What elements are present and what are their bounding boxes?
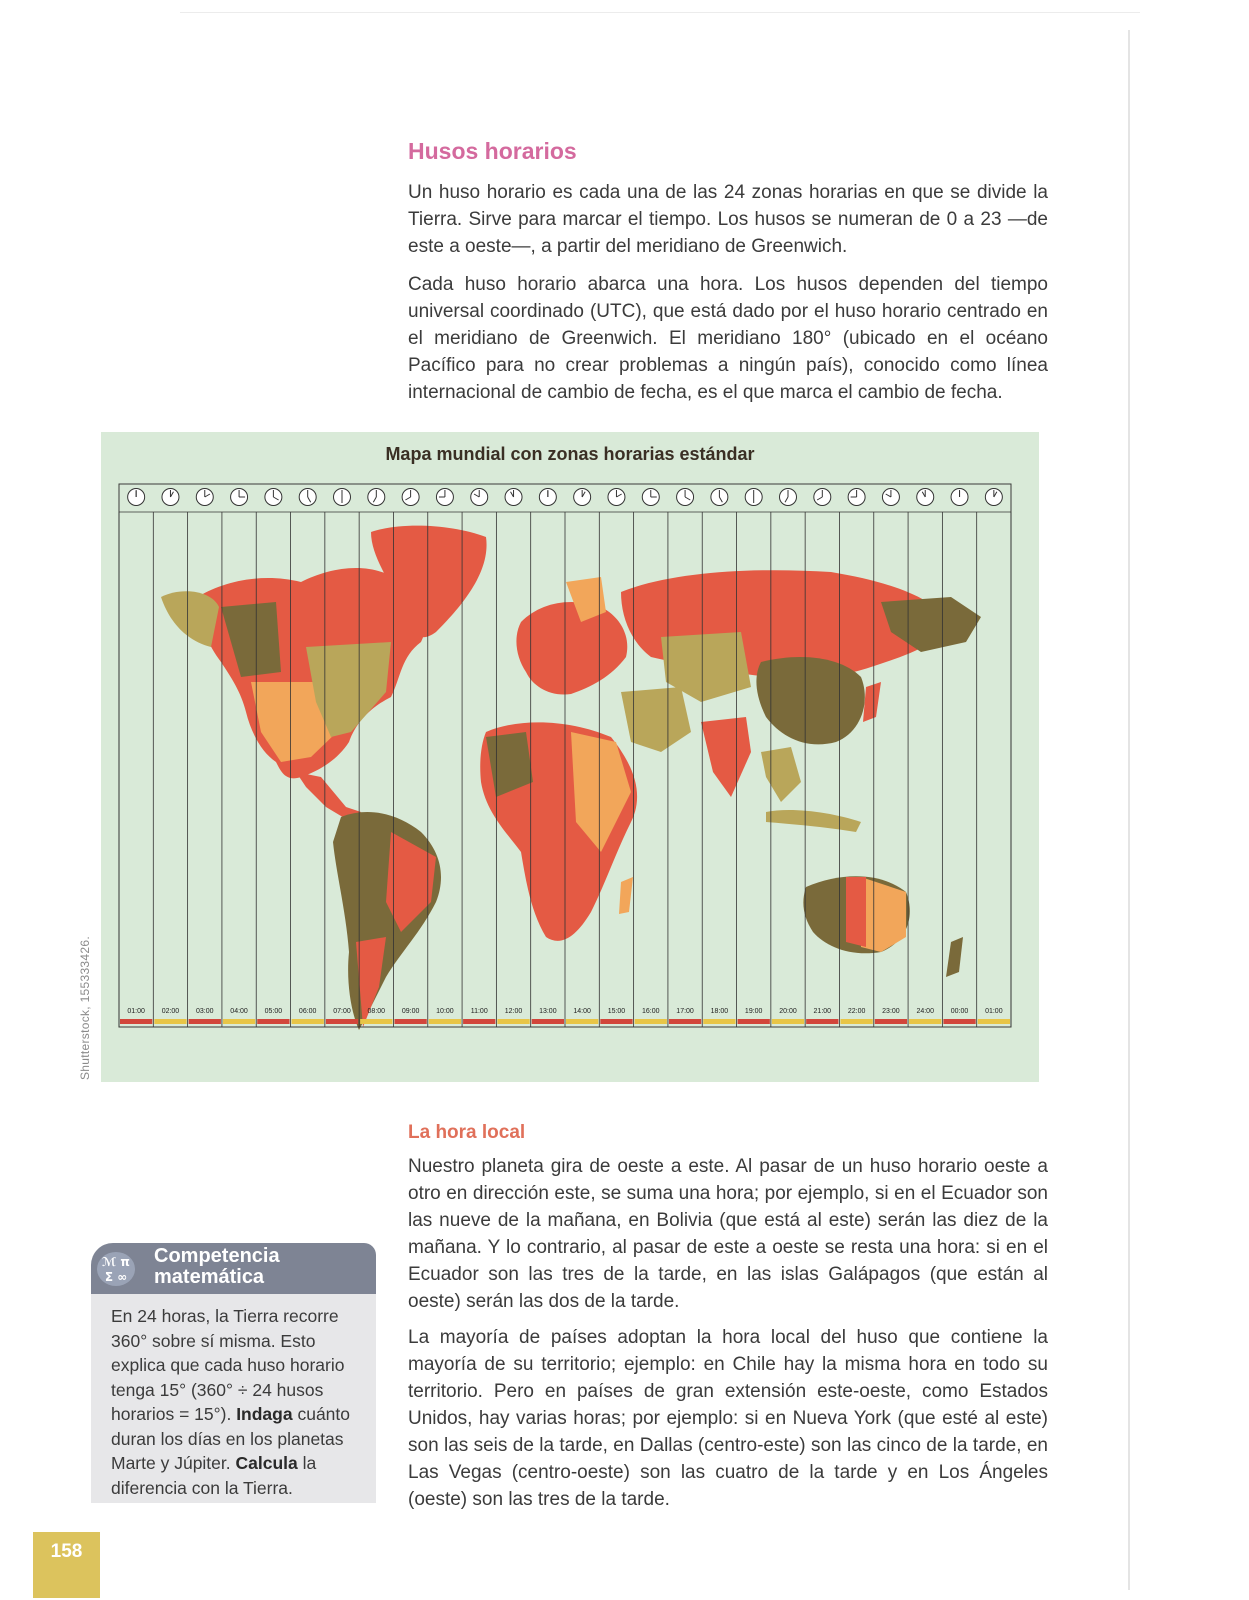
page-edge-rule [1128,30,1130,1590]
europe [516,602,627,695]
clock-icon [642,489,659,506]
middle-east [621,687,691,752]
zone-band [772,1019,804,1024]
madagascar [619,877,633,914]
zone-band [326,1019,358,1024]
hour-label: 03:00 [196,1008,214,1015]
husos-paragraph-2: Cada huso horario abarca una hora. Los husos dependen del tiempo universal coordinado (UTC), que está dado por el huso horario centrado en el meridiano de Greenwich. El meridiano 180° (ubicado en el océano Pacífico para no crear problemas a ningún país), conocido como línea internacional de cambio de fecha, es el que marca el cambio de fecha. [408,274,1048,403]
hour-label: 14:00 [573,1008,591,1015]
india [701,717,751,797]
hour-label: 02:00 [161,1008,180,1015]
clock-icon [334,489,351,506]
china [756,657,864,744]
time-zone-map [101,432,1039,1082]
hour-label: 10:00 [436,1008,454,1015]
hour-label: 09:00 [401,1008,420,1015]
hour-label: 21:00 [813,1008,832,1015]
new-zealand [946,937,963,977]
zone-band [223,1019,255,1024]
page-number: 158 [33,1532,100,1598]
photo-credit: Shutterstock, 155333426. [78,936,92,1080]
clock-icon [677,489,694,506]
hour-label: 19:00 [744,1008,763,1015]
continents [161,526,981,1030]
clock-icon [608,489,625,506]
competencia-bold-indaga: Indaga [236,1404,293,1424]
zone-band [978,1019,1010,1024]
hour-label: 07:00 [333,1008,351,1015]
clock-icon [128,489,145,506]
subsection-title: La hora local [408,1122,526,1143]
competencia-text-2: cuánto duran los días en los planetas Marte y Júpiter. [111,1404,350,1473]
clock-icon [402,489,419,506]
zone-band [909,1019,941,1024]
zone-band [292,1019,324,1024]
zone-band [463,1019,495,1024]
zone-band [257,1019,289,1024]
clock-icon [299,489,316,506]
competencia-text [91,1294,376,1503]
zone-band [532,1019,564,1024]
southeast-asia [761,747,801,802]
japan [863,682,881,722]
zone-band [703,1019,735,1024]
hour-label: 15:00 [607,1008,626,1015]
zone-band [360,1019,392,1024]
hour-label: 05:00 [264,1008,283,1015]
competencia-text-3: la diferencia con la Tierra. [111,1453,317,1498]
hora-local-paragraph-2: La mayoría de países adoptan la hora local del huso que contiene la mayoría de su territorio; ejemplo: en Chile hay la misma hora en todo su territorio. Pero en países de gran extensión este-oeste, como Estados Unidos, hay varias horas; por ejemplo: si en Nueva York (que esté al este) son las seis de la tarde, en Dallas (centro-este) son las cinco de la tarde, en Las Vegas (centro-oeste) son las cuatro de la tarde y en Los Ángeles (oeste) son las tres de la tarde. [408,1327,1048,1510]
clock-icon [436,489,453,506]
hora-local-paragraph-1: Nuestro planeta gira de oeste a este. Al pasar de un huso horario oeste a otro en dirección este, se suma una hora; por ejemplo, si en el Ecuador son las nueve de la mañana, en Bolivia (que está al este) serán las diez de la mañana. Y lo contrario, al pasar de este a oeste se resta una hora: si en el Ecuador son las tres de la tarde, en las islas Galápagos (que están al oeste) serán las dos de la tarde. [408,1156,1048,1312]
clock-icon [505,489,522,506]
hour-label: 01:00 [127,1008,145,1015]
clock-icon [196,489,213,506]
clock-icon [951,489,968,506]
clock-icon [848,489,865,506]
zone-band [566,1019,598,1024]
clock-icon [780,489,797,506]
zone-band [840,1019,872,1024]
zone-band [600,1019,632,1024]
zone-band [875,1019,907,1024]
clock-icon [882,489,899,506]
clock-icon [711,489,728,506]
hour-label: 04:00 [230,1008,248,1015]
hour-label: 08:00 [367,1008,386,1015]
hour-label: 12:00 [504,1008,523,1015]
zone-band [429,1019,461,1024]
hour-label: 17:00 [676,1008,694,1015]
math-symbols-icon: ℳ π Σ ∞ [97,1252,135,1286]
competencia-bold-calcula: Calcula [235,1453,298,1473]
hour-label: 22:00 [847,1008,866,1015]
world-map-figure [101,432,1039,1082]
hour-label: 11:00 [470,1008,488,1015]
zone-band [943,1019,975,1024]
clock-icon [814,489,831,506]
clock-icon [985,489,1002,506]
clock-icon [539,489,556,506]
zone-band [635,1019,667,1024]
australia-central [846,877,866,947]
clock-icon [574,489,591,506]
zone-band [394,1019,426,1024]
competencia-text-1: En 24 horas, la Tierra recorre 360° sobre sí misma. Esto explica que cada huso horario tenga 15° (360° ÷ 24 husos horarios = 15°). [111,1306,345,1424]
hour-label: 01:00 [985,1008,1003,1015]
zone-band [806,1019,838,1024]
hour-label: 16:00 [642,1008,660,1015]
alaska [161,591,219,647]
competencia-title-line2: matemática [154,1266,265,1288]
hour-label: 13:00 [539,1008,557,1015]
zone-band [497,1019,529,1024]
section-title: Husos horarios [408,138,577,164]
zone-band [154,1019,186,1024]
indonesia [766,810,861,832]
zone-band [189,1019,221,1024]
competencia-title [154,1246,280,1288]
competencia-title-line1: Competencia [154,1245,280,1267]
hour-label: 24:00 [916,1008,934,1015]
clock-icon [368,489,385,506]
map-title: Mapa mundial con zonas horarias estándar [385,444,755,464]
hour-label: 20:00 [779,1008,797,1015]
top-rule [180,12,1140,13]
hour-label: 18:00 [710,1008,729,1015]
hour-clocks [128,489,1003,506]
zone-band [738,1019,770,1024]
south-america [333,812,441,1030]
zone-band [669,1019,701,1024]
husos-paragraph-1: Un huso horario es cada una de las 24 zonas horarias en que se divide la Tierra. Sirve para marcar el tiempo. Los husos se numeran de 0 a 23 —de este a oeste—, a partir del meridiano de Greenwich. [408,182,1048,257]
hour-label: 00:00 [950,1008,969,1015]
clock-icon [231,489,248,506]
competencia-matematica-box [91,1243,376,1503]
competencia-header [91,1243,376,1294]
clock-icon [162,489,179,506]
hour-label: 06:00 [298,1008,317,1015]
clock-icon [265,489,282,506]
clock-icon [471,489,488,506]
clock-icon [745,489,762,506]
hour-label: 23:00 [882,1008,900,1015]
clock-icon [917,489,934,506]
zone-band [120,1019,152,1024]
